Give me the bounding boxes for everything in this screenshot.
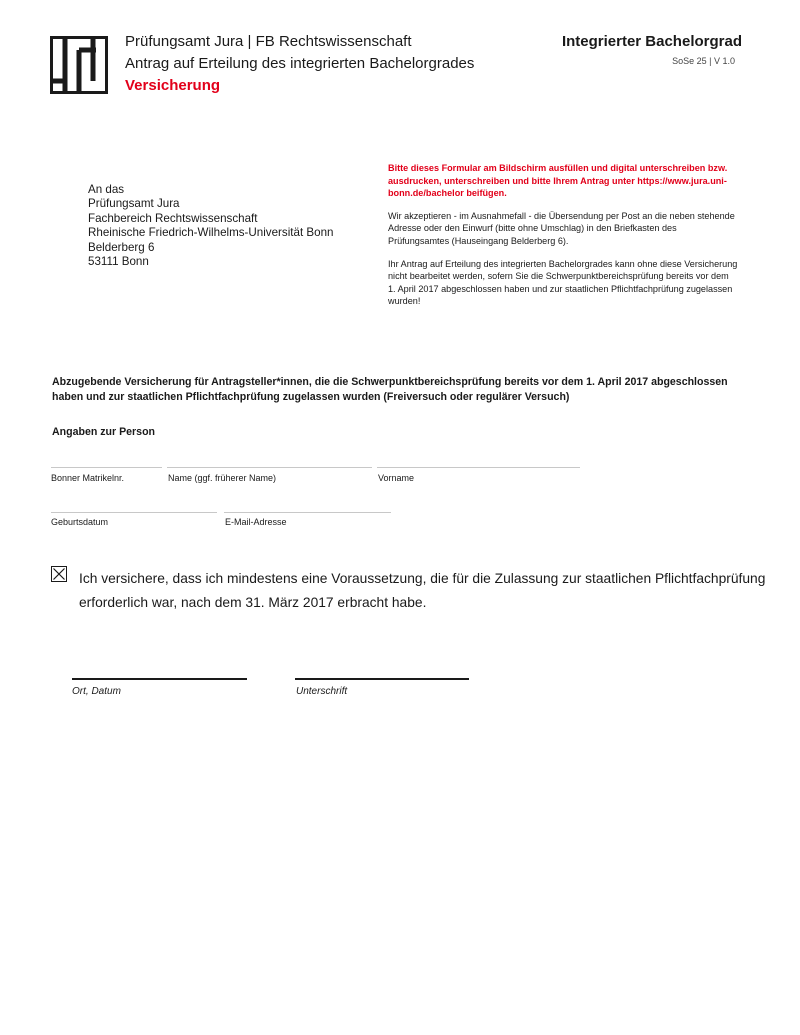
matrikel-field[interactable] (51, 467, 162, 468)
checkmark-x-icon (52, 567, 66, 581)
declaration-heading: Abzugebende Versicherung für Antragsteller*innen, die die Schwerpunktbereichsprüfung bereits vor dem 1. April 2017 abgeschlossen haben und zur staatlichen Pflichtfachprüfung zugelassen wurden (Freiversuch oder regulärer Versuch) (52, 376, 728, 403)
address-line: Rheinische Friedrich-Wilhelms-Universität Bonn (88, 226, 334, 240)
address-line: 53111 Bonn (88, 255, 149, 269)
address-line: Belderberg 6 (88, 240, 155, 254)
email-label: E-Mail-Adresse (225, 517, 287, 527)
geburtsdatum-field[interactable] (51, 512, 217, 513)
address-line: Prüfungsamt Jura (88, 197, 180, 211)
header-version: SoSe 25 | V 1.0 (672, 56, 735, 66)
signature-label: Unterschrift (296, 686, 348, 697)
name-field[interactable] (167, 467, 372, 468)
signature-field[interactable] (295, 678, 469, 680)
matrikel-label: Bonner Matrikelnr. (51, 473, 125, 483)
recipient-address (88, 183, 333, 269)
place-date-field[interactable] (72, 678, 247, 680)
address-line: Fachbereich Rechtswissenschaft (88, 211, 258, 225)
geburtsdatum-label: Geburtsdatum (51, 517, 109, 527)
vorname-field[interactable] (377, 467, 580, 468)
address-line: An das (88, 183, 125, 196)
instructions-box (388, 162, 738, 318)
place-date-label: Ort, Datum (72, 686, 121, 697)
requirement-info: Ihr Antrag auf Erteilung des integrierten Bachelorgrades kann ohne diese Versicherung nicht bearbeitet werden, sofern Sie die Schwerpunktbereichsprüfung bereits vor dem 1. April 2017 abgeschlossen haben und zur staatlichen Pflichtfachprüfung zugelassen wurden! (388, 258, 738, 307)
name-label: Name (ggf. früherer Name) (168, 473, 277, 483)
header-degree-title: Integrierter Bachelorgrad (561, 33, 742, 50)
person-section-title: Angaben zur Person (52, 426, 156, 438)
submission-notice: Bitte dieses Formular am Bildschirm ausfüllen und digital unterschreiben bzw. ausdrucken, unterschreiben und bitte Ihrem Antrag unter https://www.jura.uni-bonn.de/bachelor beifügen. (388, 163, 728, 199)
declaration-text: Ich versichere, dass ich mindestens eine Voraussetzung, die für die Zulassung zur staatlichen Pflichtfachprüfung erforderlich war, nach dem 31. März 2017 erbracht habe. (79, 571, 766, 610)
university-logo (50, 36, 108, 94)
header-institution: Prüfungsamt Jura | FB Rechtswissenschaft (125, 33, 412, 50)
declaration-checkbox[interactable] (51, 566, 67, 582)
vorname-label: Vorname (378, 473, 415, 483)
email-field[interactable] (224, 512, 391, 513)
postal-info: Wir akzeptieren - im Ausnahmefall - die Übersendung per Post an die neben stehende Adresse oder den Einwurf (bitte ohne Umschlag) in den Briefkasten des Prüfungsamtes (Hauseingang Belderberg 6). (388, 210, 735, 246)
header-form-title: Antrag auf Erteilung des integrierten Bachelorgrades (125, 55, 475, 72)
header-form-type: Versicherung (125, 77, 221, 94)
